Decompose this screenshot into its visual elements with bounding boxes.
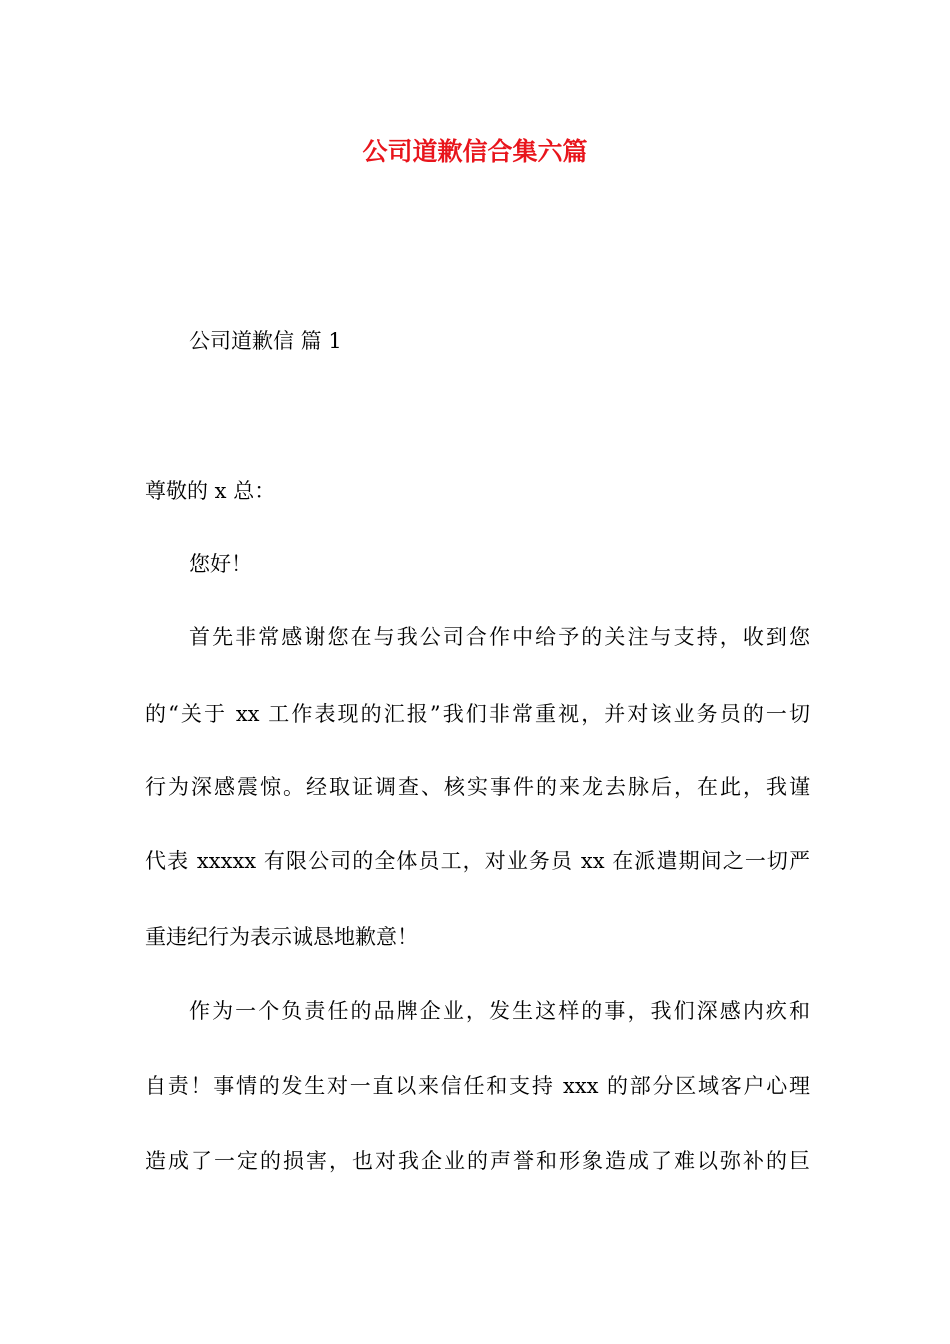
salutation: 尊敬的 x 总： <box>145 479 276 503</box>
paragraph2-line: 造成了一定的损害，也对我企业的声誉和形象造成了难以弥补的巨 <box>145 1149 810 1173</box>
paragraph1-line: 重违纪行为表示诚恳地歉意！ <box>145 925 418 949</box>
paragraph2-line: 作为一个负责任的品牌企业，发生这样的事，我们深感内疚和 <box>189 999 810 1023</box>
paragraph1-line: 的“关于 xx 工作表现的汇报”我们非常重视，并对该业务员的一切 <box>145 702 810 726</box>
paragraph2-line: 自责！事情的发生对一直以来信任和支持 xxx 的部分区域客户心理 <box>145 1074 810 1098</box>
document-title: 公司道歉信合集六篇 <box>362 137 588 166</box>
section-heading: 公司道歉信 篇 1 <box>189 329 342 353</box>
paragraph1-line: 行为深感震惊。经取证调查、核实事件的来龙去脉后，在此，我谨 <box>145 775 810 799</box>
paragraph1-line: 代表 xxxxx 有限公司的全体员工，对业务员 xx 在派遣期间之一切严 <box>145 849 810 873</box>
paragraph1-line: 首先非常感谢您在与我公司合作中给予的关注与支持，收到您 <box>189 625 810 649</box>
greeting: 您好！ <box>189 552 252 576</box>
